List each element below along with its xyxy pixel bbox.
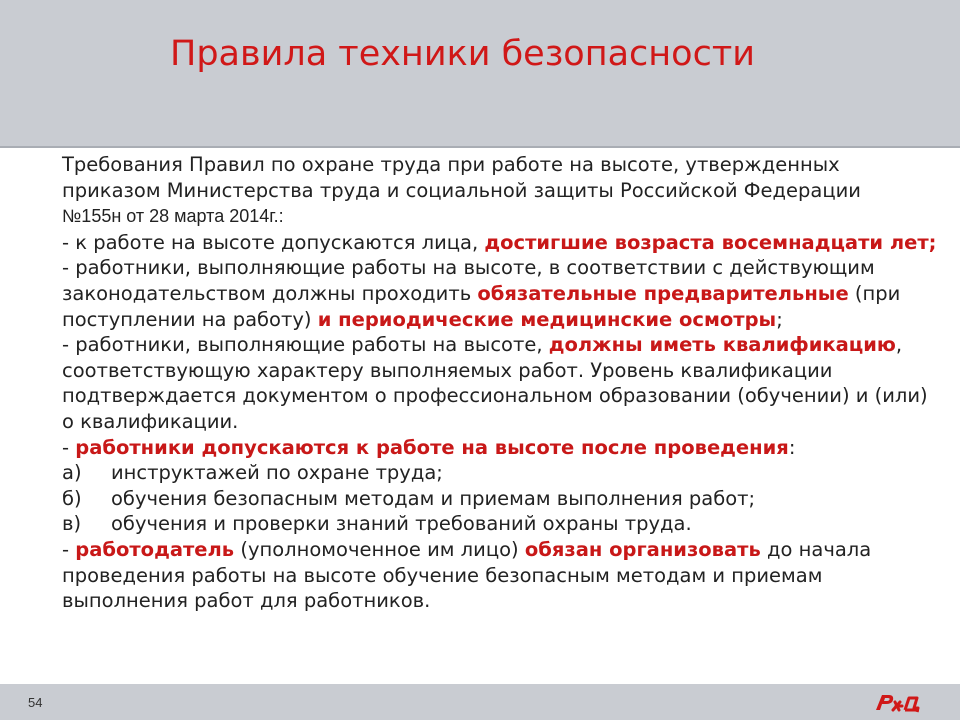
- list-item-text: обучения безопасным методам и приемам выполнения работ;: [111, 486, 756, 510]
- header-divider: [0, 146, 960, 148]
- requirement-medical-highlight-1: обязательные предварительные: [477, 281, 849, 305]
- intro-text: Требования Правил по охране труда при работе на высоте, утвержденных приказом Министерства труда и социальной защиты Российской Федерации: [62, 153, 861, 202]
- list-item-text: обучения и проверки знаний требований охраны труда.: [111, 512, 692, 536]
- list-item-letter: б): [62, 486, 82, 510]
- requirement-employer-highlight-2: обязан организовать: [524, 537, 761, 561]
- requirement-admission-text: -: [62, 435, 76, 459]
- requirement-employer-highlight-1: работодатель: [75, 537, 235, 561]
- list-item-letter: в): [62, 512, 82, 536]
- order-number: №155н от 28 марта 2014г.:: [62, 206, 284, 227]
- requirement-medical-text-2: (при поступлении на работу): [62, 281, 901, 331]
- list-item-letter: а): [62, 461, 82, 485]
- requirement-medical-highlight-2: и периодические медицинские осмотры: [317, 307, 777, 331]
- page-number: 54: [28, 695, 43, 710]
- requirement-age-highlight: достигшие возраста восемнадцати лет;: [484, 230, 937, 254]
- list-item: [62, 460, 942, 486]
- logo-letter-zh: [893, 702, 902, 710]
- requirement-medical-text-3: ;: [776, 307, 783, 331]
- logo-text: [874, 690, 876, 691]
- requirement-admission: [62, 435, 942, 461]
- requirement-employer: [62, 537, 942, 614]
- intro-paragraph: [62, 152, 942, 230]
- list-item-text: инструктажей по охране труда;: [111, 461, 443, 485]
- requirement-medical-text: - работники, выполняющие работы на высоте, в соответствии с действующим законодательством должны проходить: [62, 256, 875, 305]
- slide-body: [62, 152, 942, 614]
- list-item: [62, 511, 942, 537]
- requirement-admission-text-2: :: [788, 435, 796, 459]
- list-item: [62, 486, 942, 512]
- logo-letter-d: [905, 698, 919, 712]
- requirement-employer-text-3: до начала проведения работы на высоте обучение безопасным методам и приемам выполнения работ для работников.: [62, 537, 872, 613]
- slide-title: Правила техники безопасности: [170, 34, 755, 74]
- logo-letter-r: [876, 695, 893, 710]
- requirement-age: [62, 230, 942, 256]
- requirement-employer-text: -: [62, 537, 76, 561]
- requirement-qualification-text: - работники, выполняющие работы на высоте,: [62, 333, 549, 357]
- requirement-employer-text-2: (уполномоченное им лицо): [234, 537, 525, 561]
- requirement-admission-highlight: работники допускаются к работе на высоте после проведения: [75, 435, 789, 459]
- footer-band: [0, 684, 960, 720]
- rzd-logo: [874, 690, 924, 714]
- requirement-qualification-text-2: , соответствующую характеру выполняемых работ. Уровень квалификации подтверждается документом о профессиональном образовании (обучении) и (или) о квалификации.: [62, 333, 928, 433]
- requirement-age-text: - к работе на высоте допускаются лица,: [62, 230, 485, 254]
- requirement-qualification-highlight: должны иметь квалификацию: [548, 333, 896, 357]
- requirement-qualification: [62, 332, 942, 434]
- requirement-medical: [62, 255, 942, 332]
